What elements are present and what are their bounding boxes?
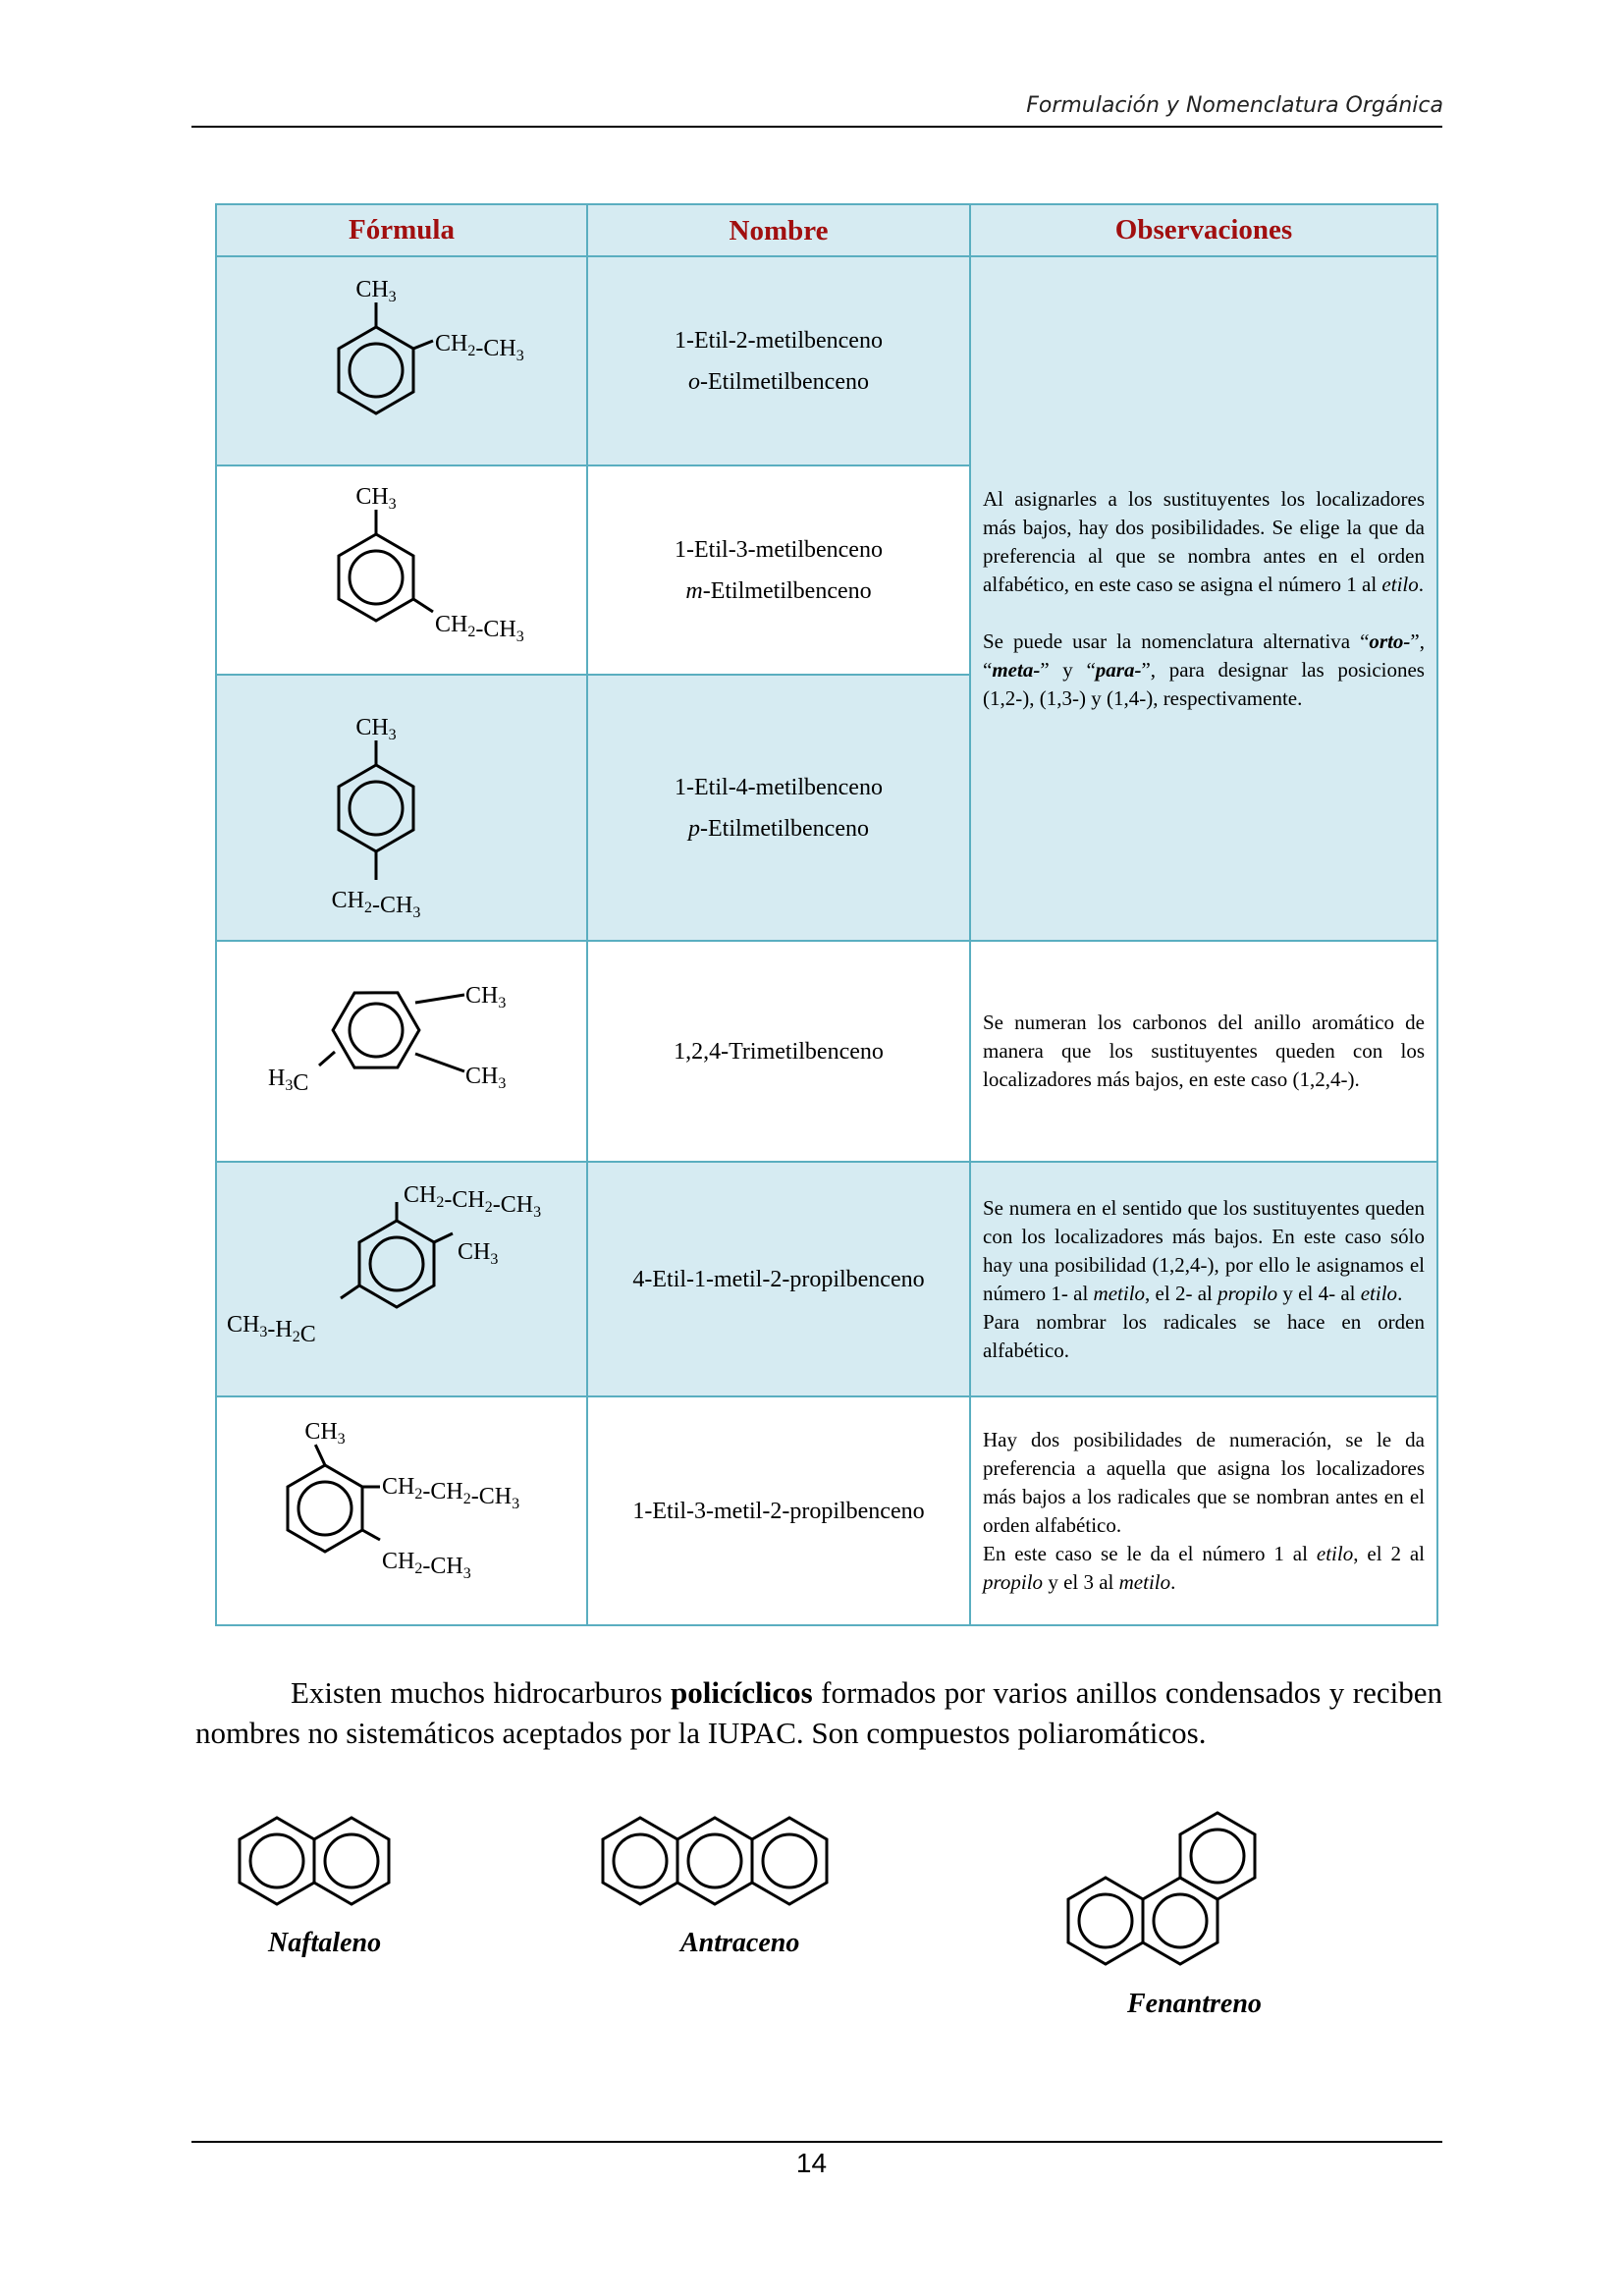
anthracene-structure <box>589 1787 923 1935</box>
systematic-name: 1,2,4-Trimetilbenceno <box>674 1038 884 1065</box>
svg-text:CH3-H2C <box>227 1312 316 1347</box>
table-header-row <box>217 205 1436 255</box>
formula-cell <box>217 1397 586 1624</box>
svg-text:CH2-CH3 <box>435 331 524 364</box>
label-antraceno: Antraceno <box>680 1928 800 1958</box>
name-cell <box>588 257 969 465</box>
svg-text:CH3 <box>304 1419 345 1448</box>
obs-paragraph-1: Al asignarles a los sustituyentes los localizadores más bajos, hay dos posibilidades. Se elige la que da preferencia al que se nombra antes en el orden alfabético, en este caso se asigna el número 1 al etilo. <box>983 486 1425 596</box>
systematic-name: 1-Etil-4-metilbenceno <box>675 774 883 800</box>
obs-paragraph-2: Se puede usar la nomenclatura alternativa “orto-”, “meta-” y “para-”, para designar las posiciones (1,2-), (1,3-) y (1,4-), respectivamente. <box>983 629 1425 710</box>
svg-text:CH3 <box>355 484 396 513</box>
svg-text:CH3 <box>355 277 396 305</box>
sub-ch3: $CH_3$ <box>355 277 397 305</box>
name-cell <box>588 942 969 1161</box>
observations-cell: Se numera en el sentido que los sustituyentes queden con los localizadores más bajos. En este caso sólo hay una posibilidad (1,2,4-), por ello le asignamos el número 1- al metilo, el 2- al propilo y el 4- al etilo. Para nombrar los radicales se hace en orden alfabético. <box>971 1163 1436 1395</box>
header-rule <box>191 126 1442 128</box>
name-cell <box>588 1397 969 1624</box>
table-row <box>217 942 1436 1161</box>
svg-text:CH3 <box>465 983 506 1011</box>
sub-ch3: $CH_3$ <box>355 715 397 743</box>
header-observations: Observaciones <box>971 205 1436 255</box>
svg-text:CH2-CH3 <box>332 888 421 921</box>
svg-text:CH2-CH3 <box>435 612 524 645</box>
systematic-name: 1-Etil-2-metilbenceno <box>675 327 883 354</box>
svg-text:CH3 <box>355 715 396 743</box>
table-row <box>217 257 1436 465</box>
sub-ch3-a: $CH_3$ <box>465 983 507 1011</box>
structure-1-2-4-trimetilbenceno <box>217 942 586 1156</box>
phenanthrene-structure <box>1051 1758 1345 1984</box>
structure-4-etil-1-metil-2-propilbenceno <box>217 1163 586 1391</box>
table-row <box>217 1397 1436 1624</box>
sub-h3c: $H_3C$ <box>268 1066 309 1096</box>
svg-text:CH3 <box>465 1064 506 1092</box>
label-fenantreno: Fenantreno <box>1127 1989 1262 2019</box>
svg-text:CH2-CH2-CH3 <box>404 1182 541 1221</box>
svg-text:CH2-CH2-CH3 <box>382 1474 519 1512</box>
name-cell <box>588 1163 969 1395</box>
structure-1-etil-2-metilbenceno <box>217 257 586 460</box>
alternative-name: o-Etilmetilbenceno <box>688 368 869 395</box>
sub-ch3-b: $CH_3$ <box>465 1064 507 1092</box>
nomenclature-table <box>215 203 1438 1626</box>
sub-propyl: $CH_2-CH_2-CH_3$ <box>382 1474 520 1512</box>
sub-ch3: $CH_3$ <box>355 484 397 513</box>
header-name: Nombre <box>588 205 969 255</box>
header-formula: Fórmula <box>217 205 586 255</box>
systematic-name: 4-Etil-1-metil-2-propilbenceno <box>632 1266 925 1292</box>
formula-cell <box>217 257 586 465</box>
structure-1-etil-3-metilbenceno <box>217 466 586 669</box>
formula-cell <box>217 942 586 1161</box>
sub-ch2-ch3: $CH_2-CH_3$ <box>435 612 524 645</box>
sub-propyl: $CH_2-CH_2-CH_3$ <box>404 1182 542 1221</box>
header-title: Formulación y Nomenclatura Orgánica <box>1026 93 1443 118</box>
sub-ch2-ch3: $CH_2-CH_3$ <box>331 888 421 921</box>
structure-1-etil-3-metil-2-propilbenceno <box>217 1397 586 1619</box>
sub-ch3: $CH_3$ <box>304 1419 346 1448</box>
alternative-name: p-Etilmetilbenceno <box>688 815 869 842</box>
observations-ortho-meta-para <box>971 257 1436 940</box>
name-cell <box>588 676 969 940</box>
observations-cell: Hay dos posibilidades de numeración, se le da preferencia a aquella que asigna los localizadores más bajos a los radicales que se nombran antes en el orden alfabético. En este caso se le da el número 1 al etilo, el 2 al propilo y el 3 al metilo. <box>971 1397 1436 1624</box>
svg-text:CH2-CH3 <box>382 1549 471 1582</box>
observations-cell: Se numeran los carbonos del anillo aromático de manera que los sustituyentes queden con los localizadores más bajos, en este caso (1,2,4-). <box>971 942 1436 1161</box>
sub-ethyl: $CH_3-H_2C$ <box>227 1312 316 1347</box>
footer-rule <box>191 2141 1442 2143</box>
systematic-name: 1-Etil-3-metilbenceno <box>675 536 883 563</box>
formula-cell <box>217 466 586 674</box>
svg-text:CH3 <box>458 1239 498 1268</box>
page-number: 14 <box>795 2148 828 2178</box>
formula-cell <box>217 1163 586 1395</box>
formula-cell <box>217 676 586 940</box>
svg-text:H3C <box>268 1066 308 1096</box>
alternative-name: m-Etilmetilbenceno <box>685 577 872 604</box>
table-row <box>217 1163 1436 1395</box>
sub-ch3: $CH_3$ <box>458 1239 499 1268</box>
name-cell <box>588 466 969 674</box>
sub-ethyl: $CH_2-CH_3$ <box>382 1549 471 1582</box>
sub-ch2-ch3: $CH_2-CH_3$ <box>435 331 524 364</box>
structure-1-etil-4-metilbenceno <box>217 676 586 935</box>
systematic-name: 1-Etil-3-metil-2-propilbenceno <box>632 1498 925 1524</box>
intro-paragraph: Existen muchos hidrocarburos policíclicos formados por varios anillos condensados y reciben nombres no sistemáticos aceptados por la IUPAC. Son compuestos poliaromáticos. <box>195 1675 1442 1750</box>
label-naftaleno: Naftaleno <box>268 1928 382 1958</box>
naphthalene-structure <box>226 1787 461 1935</box>
